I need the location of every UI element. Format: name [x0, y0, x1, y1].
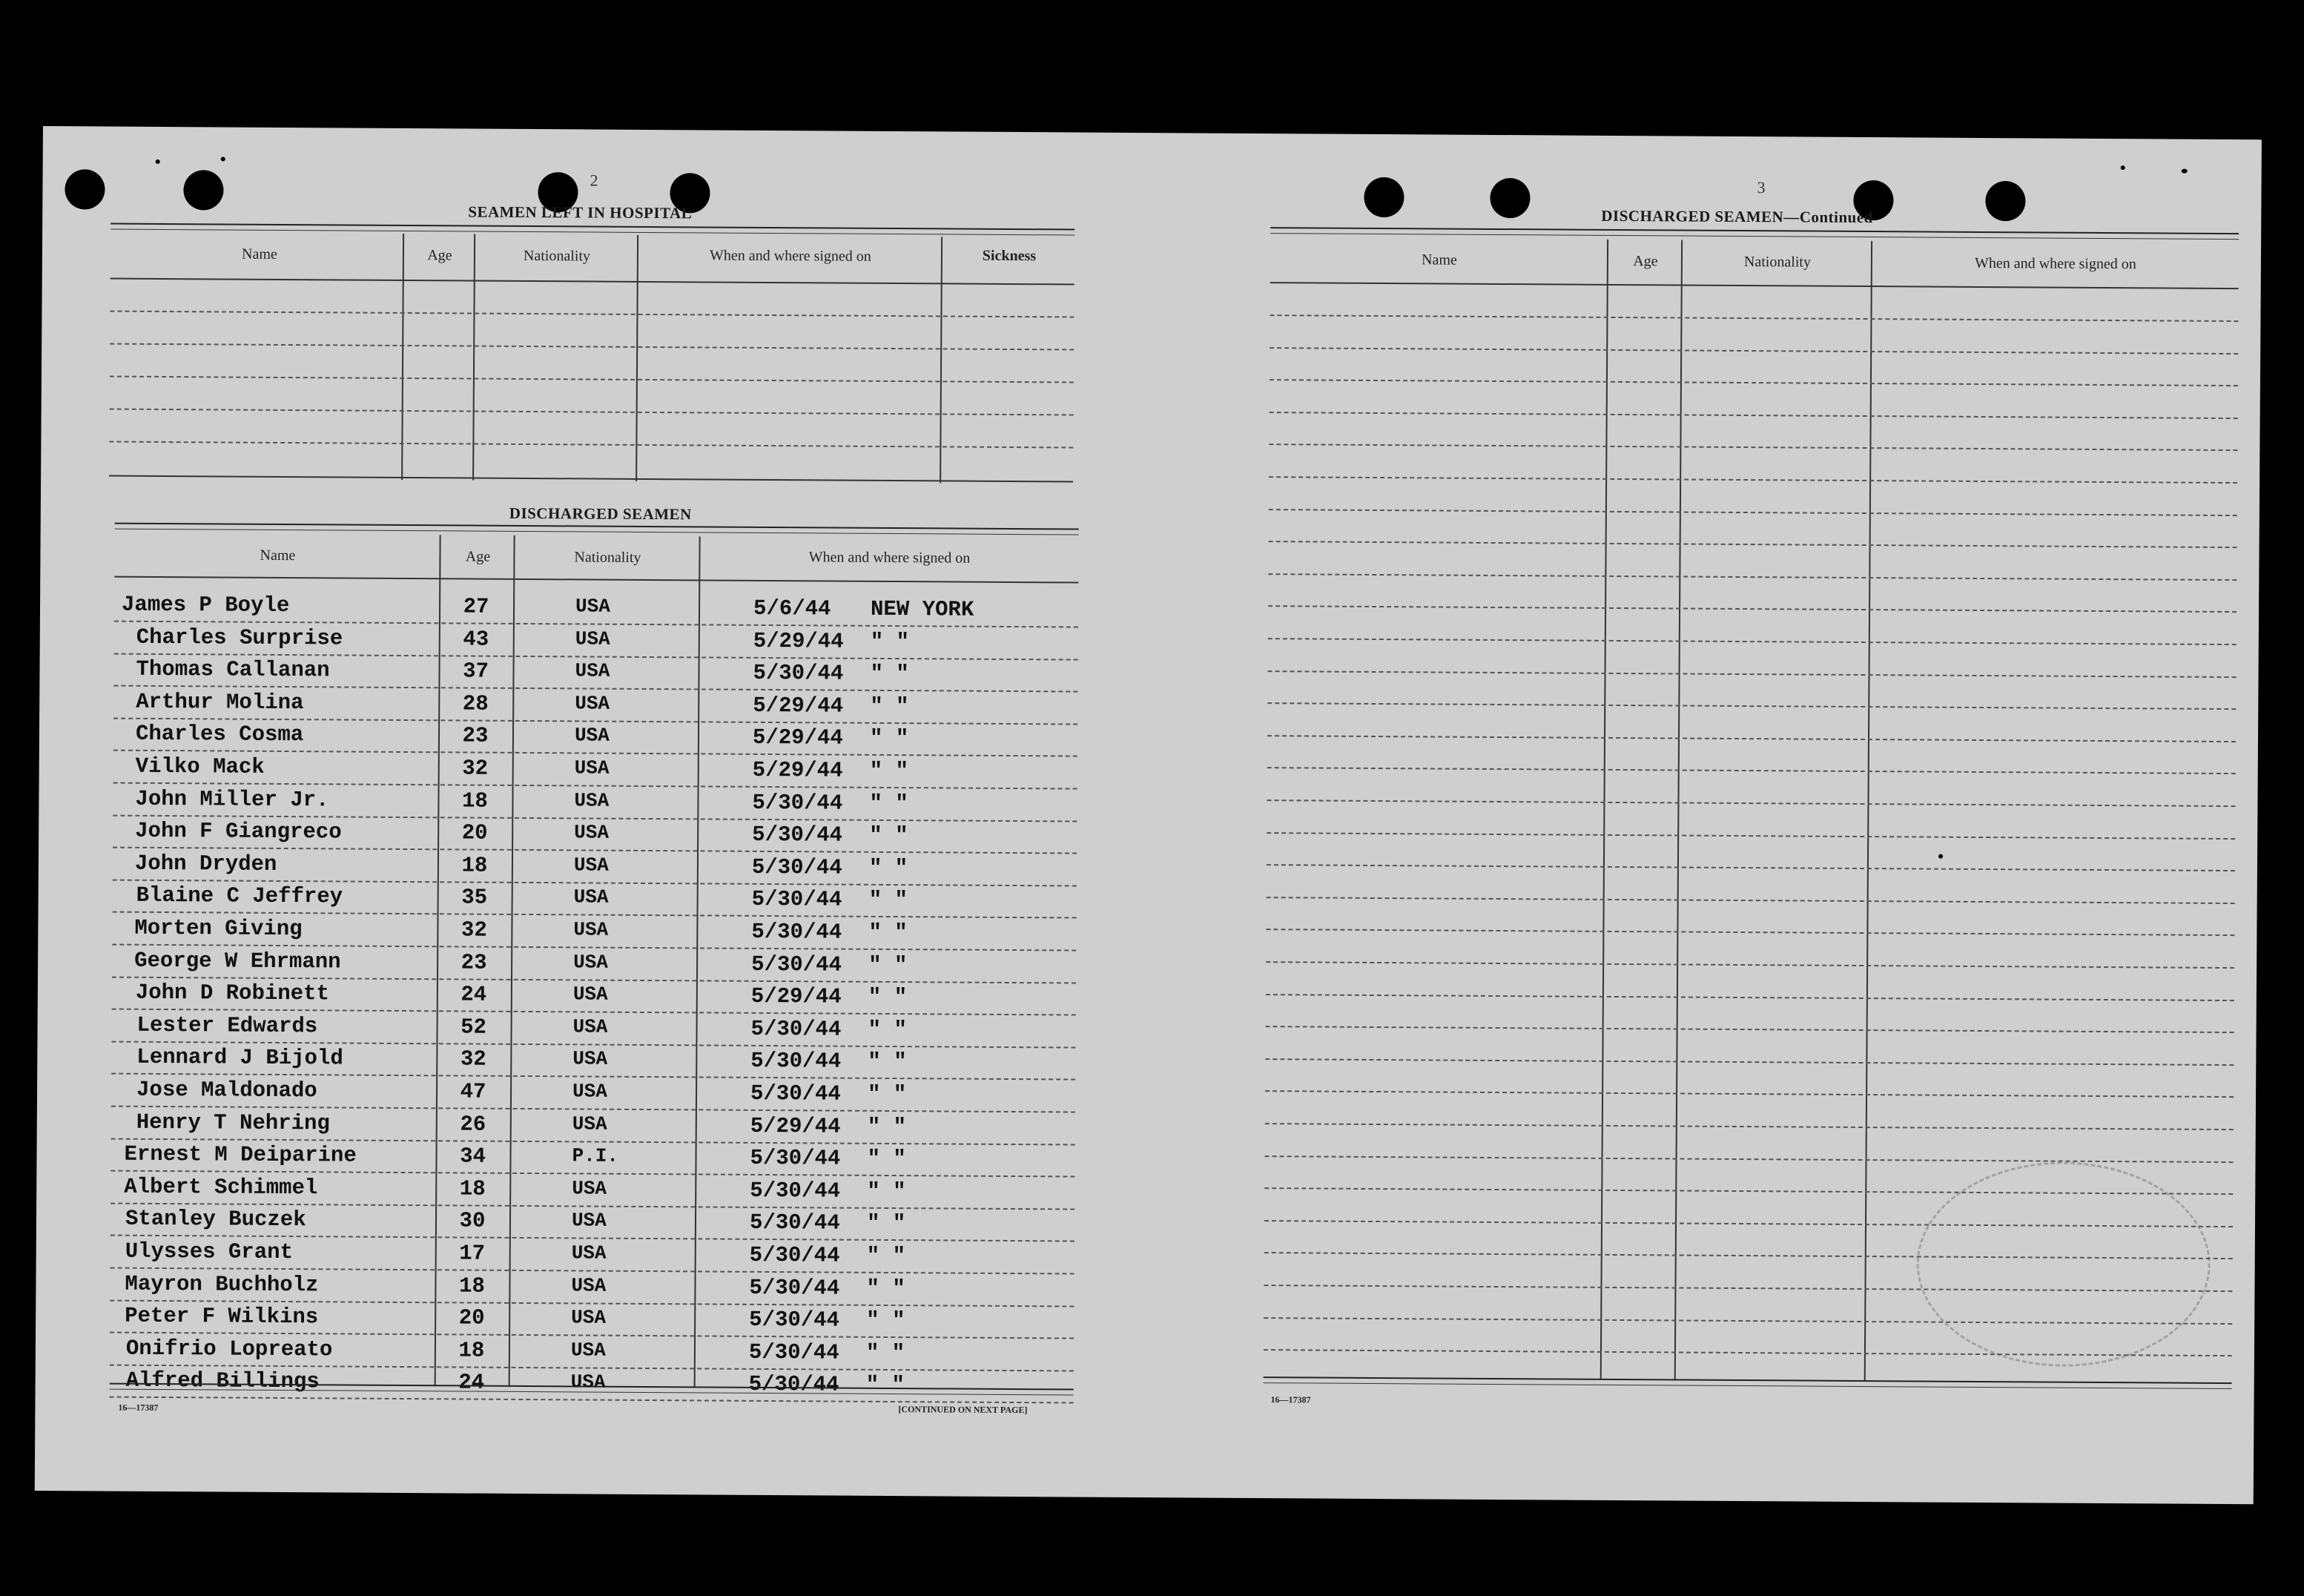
seaman-nationality: USA: [572, 1080, 607, 1103]
signed-on-place: " ": [867, 1081, 907, 1107]
blank-row-line: [1268, 638, 2237, 645]
seaman-name: Henry T Nehring: [136, 1109, 330, 1136]
signed-on-place: " ": [870, 693, 909, 719]
seaman-nationality: P.I.: [572, 1144, 619, 1167]
form-number: 16—17387: [118, 1402, 159, 1413]
row-line: [110, 1396, 1074, 1404]
seaman-nationality: USA: [575, 659, 610, 682]
page-number: 3: [1757, 178, 1766, 197]
signed-on-place: " ": [868, 984, 908, 1010]
seaman-name: Onifrio Lopreato: [125, 1336, 333, 1362]
signed-on-date: 5/30/44: [748, 1371, 839, 1397]
column-divider: [1674, 240, 1683, 1379]
blank-row-line: [1265, 1123, 2234, 1130]
signed-on-place: " ": [865, 1340, 905, 1366]
seaman-age: 37: [463, 659, 489, 684]
seaman-nationality: USA: [571, 1306, 607, 1329]
header-rule: [110, 278, 1075, 286]
seaman-name: Jose Maldonado: [136, 1077, 317, 1104]
signed-on-date: 5/29/44: [750, 1113, 841, 1139]
seaman-name: Lennard J Bijold: [136, 1044, 343, 1071]
blank-row-line: [1268, 670, 2237, 678]
seaman-age: 20: [458, 1305, 485, 1330]
seaman-nationality: USA: [572, 1112, 607, 1135]
seaman-age: 17: [459, 1241, 486, 1266]
column-divider: [435, 535, 441, 1386]
faded-stamp: [1916, 1161, 2211, 1367]
blank-row-line: [1265, 1155, 2234, 1163]
signed-on-date: 5/30/44: [751, 919, 842, 945]
blank-row-line: [110, 311, 1074, 318]
seaman-name: Stanley Buczek: [125, 1206, 306, 1233]
seaman-name: Morten Giving: [134, 915, 303, 942]
blank-row-line: [1266, 994, 2234, 1001]
seaman-name: Mayron Buchholz: [125, 1271, 319, 1298]
seaman-name: Charles Surprise: [136, 624, 343, 651]
blank-row-line: [1268, 573, 2237, 581]
signed-on-date: 5/30/44: [749, 1275, 840, 1301]
col-header-nationality: Nationality: [574, 549, 641, 566]
seaman-name: John F Giangreco: [135, 818, 342, 845]
header-rule: [1270, 282, 2239, 289]
seaman-age: 32: [461, 917, 487, 943]
seaman-name: John Dryden: [134, 851, 277, 877]
seaman-age: 35: [461, 885, 488, 910]
seaman-age: 18: [461, 853, 488, 878]
signed-on-date: 5/30/44: [751, 952, 842, 977]
signed-on-place: NEW YORK: [870, 596, 974, 622]
section-title-text: DISCHARGED SEAMEN: [1601, 206, 1784, 226]
seaman-age: 30: [459, 1208, 486, 1233]
signed-on-date: 5/29/44: [752, 725, 843, 751]
col-header-sickness: Sickness: [982, 247, 1037, 265]
signed-on-place: " ": [870, 629, 910, 655]
blank-row-line: [109, 441, 1073, 449]
signed-on-date: 5/30/44: [749, 1307, 840, 1333]
signed-on-place: " ": [868, 887, 908, 913]
seaman-name: Alfred Billings: [125, 1368, 320, 1394]
blank-row-line: [1270, 347, 2238, 355]
signed-on-place: " ": [867, 1114, 907, 1140]
signed-on-date: 5/30/44: [753, 660, 844, 686]
seaman-nationality: USA: [573, 951, 609, 974]
seaman-nationality: USA: [574, 756, 610, 779]
seaman-name: James P Boyle: [121, 592, 290, 619]
seaman-age: 28: [462, 691, 489, 716]
signed-on-place: " ": [868, 1017, 907, 1043]
signed-on-place: " ": [868, 952, 908, 978]
col-header-nationality: Nationality: [523, 247, 590, 265]
col-header-name: Name: [260, 547, 296, 564]
signed-on-date: 5/30/44: [749, 1242, 840, 1268]
seaman-age: 27: [463, 594, 489, 619]
signed-on-place: " ": [869, 725, 909, 751]
signed-on-place: " ": [869, 822, 908, 848]
signed-on-place: " ": [867, 1146, 906, 1172]
signed-on-date: 5/30/44: [752, 822, 843, 848]
col-header-name: Name: [1421, 251, 1457, 268]
seaman-age: 23: [461, 950, 487, 975]
seaman-nationality: USA: [574, 821, 610, 844]
signed-on-date: 5/29/44: [753, 628, 844, 654]
seaman-name: Albert Schimmel: [124, 1174, 318, 1201]
table-bottom-rule: [1264, 1376, 2232, 1389]
seaman-nationality: USA: [573, 918, 609, 941]
blank-row-line: [1270, 314, 2238, 322]
signed-on-place: " ": [866, 1210, 906, 1236]
seaman-name: Peter F Wilkins: [125, 1303, 319, 1330]
hospital-section-title: SEAMEN LEFT IN HOSPITAL: [468, 202, 693, 222]
col-header-name: Name: [241, 245, 277, 263]
seaman-name: Ernest M Deiparine: [124, 1141, 357, 1168]
seaman-nationality: USA: [571, 1274, 607, 1297]
signed-on-place: " ": [867, 1178, 906, 1204]
signed-on-place: " ": [866, 1243, 906, 1269]
section-title-suffix: —Continued: [1783, 208, 1873, 227]
col-header-signed-on: When and where signed on: [808, 549, 971, 567]
table-top-rule: [110, 223, 1075, 236]
seaman-nationality: USA: [574, 724, 610, 747]
seaman-age: 24: [461, 982, 487, 1007]
blank-row-line: [1265, 1090, 2234, 1098]
signed-on-date: 5/30/44: [752, 790, 843, 816]
seaman-age: 20: [461, 820, 488, 845]
signed-on-date: 5/29/44: [752, 757, 843, 783]
blank-row-line: [1267, 702, 2236, 710]
seaman-nationality: USA: [571, 1209, 607, 1232]
blank-row-line: [1267, 897, 2235, 904]
column-divider: [1600, 240, 1608, 1379]
signed-on-date: 5/30/44: [750, 1048, 842, 1074]
signed-on-date: 5/30/44: [749, 1210, 840, 1236]
seaman-nationality: USA: [570, 1339, 606, 1362]
blank-row-line: [1269, 541, 2237, 548]
blank-rows: [1152, 133, 2262, 139]
seaman-nationality: USA: [575, 595, 610, 618]
seaman-name: John D Robinett: [135, 980, 330, 1006]
table-top-rule: [115, 523, 1079, 535]
seaman-name: Charles Cosma: [135, 721, 304, 748]
signed-on-place: " ": [868, 855, 908, 881]
seaman-age: 18: [458, 1273, 485, 1299]
seaman-nationality: USA: [573, 854, 609, 877]
blank-row-line: [1265, 1058, 2234, 1066]
seaman-age: 32: [462, 756, 489, 781]
blank-row-line: [1266, 1026, 2234, 1033]
seaman-age: 18: [459, 1176, 486, 1201]
seaman-name: Ulysses Grant: [125, 1239, 294, 1265]
continued-section-title: [1601, 207, 1873, 227]
blank-row-line: [1270, 379, 2238, 386]
signed-on-date: 5/30/44: [751, 886, 842, 912]
signed-on-date: 5/30/44: [750, 1016, 842, 1042]
seaman-nationality: USA: [572, 983, 608, 1006]
blank-row-line: [110, 409, 1074, 416]
col-header-signed-on: When and where signed on: [710, 247, 871, 265]
blank-row-line: [1269, 443, 2237, 451]
seaman-name: Vilko Mack: [135, 754, 265, 779]
left-page: [35, 126, 1152, 1497]
continued-note: [CONTINUED ON NEXT PAGE]: [898, 1404, 1028, 1416]
col-header-age: Age: [1633, 253, 1658, 270]
seaman-age: 18: [461, 788, 488, 814]
col-header-age: Age: [427, 247, 452, 264]
seaman-nationality: USA: [572, 1015, 608, 1038]
seaman-age: 24: [458, 1370, 485, 1395]
seaman-nationality: USA: [575, 627, 610, 650]
seaman-age: 47: [460, 1079, 486, 1104]
seaman-age: 18: [458, 1338, 485, 1363]
discharged-section-title: DISCHARGED SEAMEN: [509, 504, 692, 524]
signed-on-place: " ": [865, 1372, 905, 1398]
signed-on-place: " ": [868, 920, 908, 946]
seaman-age: 23: [462, 723, 489, 748]
seaman-name: John Miller Jr.: [135, 786, 329, 813]
table-top-rule: [1270, 227, 2239, 240]
signed-on-place: " ": [866, 1308, 905, 1333]
signed-on-place: " ": [869, 758, 909, 784]
seaman-name: Blaine C Jeffrey: [136, 883, 343, 909]
signed-on-date: 5/30/44: [751, 854, 842, 880]
col-header-nationality: Nationality: [1743, 254, 1811, 271]
blank-row-line: [1270, 412, 2238, 419]
blank-row-line: [1267, 832, 2235, 840]
signed-on-date: 5/29/44: [750, 983, 842, 1009]
header-rule: [114, 576, 1078, 584]
blank-row-line: [1269, 476, 2237, 484]
seaman-name: Arthur Molina: [136, 689, 304, 716]
seaman-nationality: USA: [571, 1241, 607, 1264]
blank-row-line: [1267, 864, 2235, 871]
col-header-signed-on: When and where signed on: [1974, 254, 2136, 273]
page-number: 2: [590, 171, 598, 190]
blank-row-line: [1266, 961, 2234, 969]
signed-on-place: " ": [868, 1049, 907, 1075]
seaman-nationality: USA: [575, 692, 610, 715]
blank-row-line: [1268, 605, 2237, 613]
seaman-age: 43: [463, 627, 489, 652]
seaman-age: 52: [461, 1015, 487, 1040]
seaman-nationality: USA: [572, 1177, 607, 1200]
form-number: 16—17387: [1270, 1394, 1311, 1405]
signed-on-place: " ": [869, 791, 908, 817]
blank-row-line: [1267, 799, 2235, 807]
blank-row-line: [1266, 929, 2234, 936]
col-header-age: Age: [465, 548, 491, 565]
seaman-age: 34: [460, 1144, 486, 1169]
seaman-nationality: USA: [573, 886, 609, 909]
signed-on-date: 5/30/44: [750, 1145, 841, 1171]
seaman-name: Thomas Callanan: [136, 656, 330, 683]
column-divider: [509, 535, 515, 1387]
table-bottom-rule: [109, 475, 1073, 483]
signed-on-date: 5/30/44: [750, 1178, 841, 1204]
seaman-name: George W Ehrmann: [134, 948, 341, 975]
blank-row-line: [110, 343, 1074, 351]
blank-row-line: [1267, 767, 2236, 774]
seaman-nationality: USA: [574, 789, 610, 812]
signed-on-place: " ": [866, 1276, 905, 1302]
signed-on-date: 5/30/44: [750, 1081, 841, 1107]
seaman-nationality: USA: [572, 1047, 608, 1070]
seaman-nationality: USA: [570, 1371, 606, 1394]
seaman-age: 32: [460, 1046, 486, 1072]
signed-on-date: 5/29/44: [753, 693, 844, 719]
signed-on-place: " ": [870, 661, 909, 687]
seaman-name: Lester Edwards: [136, 1012, 318, 1039]
signed-on-date: 5/30/44: [748, 1339, 839, 1365]
blank-row-line: [1267, 735, 2236, 742]
signed-on-date: 5/6/44: [753, 596, 831, 621]
column-divider: [694, 536, 701, 1388]
blank-row-line: [1269, 509, 2237, 516]
column-divider: [1864, 241, 1872, 1380]
form-sheet: [35, 126, 2262, 1504]
blank-row-line: [110, 376, 1074, 383]
seaman-age: 26: [460, 1112, 486, 1137]
